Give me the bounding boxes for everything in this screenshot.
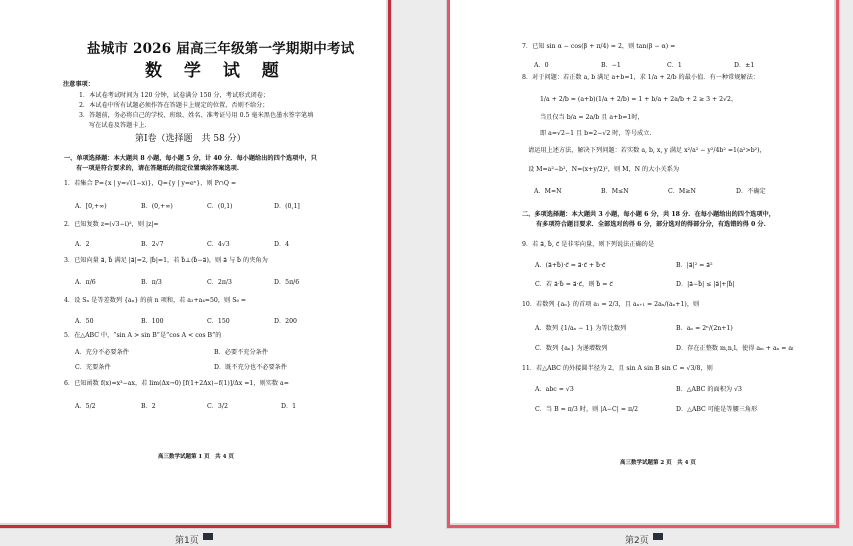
problem-line: 请运用上述方法，解决下列问题：若实数 a, b, x, y 满足 x²/a² − y²/4b² =1(a²>b²)， xyxy=(528,147,766,154)
option-c: C．1 xyxy=(667,62,682,69)
section2-instructions-cont: 有多项符合题目要求．全部选对的得 6 分，部分选对的得部分分，有选错的得 0 分. xyxy=(536,221,766,228)
option-a: A．abc = √3 xyxy=(535,386,574,393)
option-d: D．存在正整数 m,n,l，使得 aₘ + aₙ = aₗ xyxy=(676,345,794,352)
option-b: B．100 xyxy=(141,318,164,325)
question-stem: 1．若集合 P={x | y=√(1−x)}，Q={y | y=eˣ}，则 P∩Q = xyxy=(64,180,237,187)
option-c: C．当 B = π/3 时，则 |A−C| = π/2 xyxy=(535,406,639,413)
solution-line: 1/a + 2/b = (a+b)(1/a + 2/b) = 1 + b/a + 2a/b + 2 ≥ 3 + 2√2， xyxy=(540,96,738,103)
option-c: C．150 xyxy=(207,318,230,325)
exam-subtitle: 数 学 试 题 xyxy=(145,61,287,81)
notice-item: 写在试卷及答题卡上. xyxy=(89,122,147,129)
option-d: D．4 xyxy=(274,241,290,248)
option-b: B．2 xyxy=(141,403,156,410)
option-b: B．π/3 xyxy=(141,279,162,286)
option-b: B．△ABC 的面积为 √3 xyxy=(676,386,742,393)
page-label-text: 第1页 xyxy=(175,536,199,546)
option-a: A．(a⃗+b⃗)·c⃗ = a⃗·c⃗ + b⃗·c⃗ xyxy=(535,262,606,269)
question-stem: 7．已知 sin α − cos(β + π/4) = 2，则 tan(β − α) = xyxy=(522,43,676,50)
option-c: C．M≥N xyxy=(668,188,696,195)
page-label-text: 第2页 xyxy=(625,536,649,546)
option-c: C．若 a⃗·b⃗ = a⃗·c⃗，则 b⃗ = c⃗ xyxy=(535,281,613,288)
option-a: A．0 xyxy=(534,62,549,69)
question-stem: 6．已知函数 f(x)=x³−ax，若 lim(Δx→0) [f(1+2Δx)−f(1)]/Δx =1，则实数 a= xyxy=(64,380,289,387)
option-b: B．必要不充分条件 xyxy=(214,349,269,356)
option-d: D．(0,1] xyxy=(274,203,300,210)
section1-instructions-cont: 有一项是符合要求的，请在答题纸的指定位置填涂答案选项. xyxy=(76,165,240,172)
option-a: A．M=N xyxy=(534,188,562,195)
question-stem: 3．已知向量 a⃗, b⃗ 满足 |a⃗|=2, |b⃗|=1，若 b⃗⊥(b⃗−a⃗)，则 a⃗ 与 b⃗ 的夹角为 xyxy=(64,257,268,264)
option-b: B．M≤N xyxy=(601,188,629,195)
section1-instructions: 一、单项选择题：本大题共 8 小题，每小题 5 分，计 40 分．每小题给出的四个选项中，只 xyxy=(64,155,317,162)
page-footer: 高三数学试题第 1 页 共 4 页 xyxy=(158,454,234,460)
notice-item: 2．本试卷中所有试题必须作答在答题卡上规定的位置，否则不给分； xyxy=(79,102,269,109)
question-stem: 4．设 Sₙ 是等差数列 {aₙ} 的前 n 项和，若 a₃+a₄=50，则 S₆ = xyxy=(64,297,247,304)
option-d: D．不确定 xyxy=(736,188,766,195)
page-label-2[interactable] xyxy=(625,533,663,546)
page-indicator-icon xyxy=(203,533,213,540)
page-footer: 高三数学试题第 2 页 共 4 页 xyxy=(620,460,696,466)
notice-heading: 注意事项： xyxy=(63,81,94,88)
option-c: C．数列 {aₙ} 为递增数列 xyxy=(535,345,608,352)
question-stem: 11．若△ABC 的外接圆半径为 2，且 sin A sin B sin C = √3/8，则 xyxy=(522,365,713,372)
option-a: A．数列 {1/aₙ − 1} 为等比数列 xyxy=(535,325,627,332)
option-c: C．(0,1) xyxy=(207,203,233,210)
page-label-1[interactable] xyxy=(175,533,213,546)
solution-line: 即 a=√2−1 且 b=2−√2 时，等号成立. xyxy=(540,130,652,137)
option-d: D．5π/6 xyxy=(274,279,300,286)
option-b: B．2√7 xyxy=(141,241,164,248)
option-d: D．200 xyxy=(274,318,297,325)
option-c: C．3/2 xyxy=(207,403,228,410)
option-a: A．5/2 xyxy=(75,403,96,410)
option-a: A．[0,+∞) xyxy=(75,203,107,210)
option-b: B．aₙ = 2ⁿ/(2n+1) xyxy=(676,325,733,332)
option-c: C．2π/3 xyxy=(207,279,232,286)
question-stem: 5．在△ABC 中，“sin A > sin B”是“cos A < cos B”的 xyxy=(64,332,222,339)
option-d: D．1 xyxy=(281,403,297,410)
option-b: B．−1 xyxy=(601,62,621,69)
document-page-2[interactable] xyxy=(447,0,839,528)
exam-title: 盐城市 2026 届高三年级第一学期期中考试 xyxy=(87,41,355,57)
option-d: D．±1 xyxy=(734,62,755,69)
option-a: A．π/6 xyxy=(75,279,96,286)
option-a: A．充分不必要条件 xyxy=(75,349,129,356)
option-a: A．2 xyxy=(75,241,90,248)
document-page-1[interactable] xyxy=(0,0,391,528)
option-c: C．4√3 xyxy=(207,241,230,248)
section2-instructions: 二、多项选择题：本大题共 3 小题，每小题 6 分，共 18 分．在每小题给出的四个选项中， xyxy=(522,211,775,218)
option-b: B．(0,+∞) xyxy=(141,203,173,210)
option-a: A．50 xyxy=(75,318,94,325)
part-heading: 第Ⅰ卷（选择题 共 58 分） xyxy=(135,134,246,144)
option-d: D．既不充分也不必要条件 xyxy=(214,364,288,371)
notice-item: 1．本试卷考试时间为 120 分钟，试卷满分 150 分，考试形式闭卷； xyxy=(79,92,270,99)
option-b: B．|a⃗|² = a⃗² xyxy=(676,262,713,269)
notice-item: 3．答题前，务必将自己的学校、班级、姓名、准考证号用 0.5 毫米黑色墨水签字笔填 xyxy=(79,112,314,119)
question-stem: 10．若数列 {aₙ} 的首项 a₁ = 2/3，且 aₙ₊₁ = 2aₙ/(aₙ+1)，则 xyxy=(522,301,700,308)
page-indicator-icon xyxy=(653,533,663,540)
question-stem: 2．已知复数 z=(√3−i)²，则 |z|= xyxy=(64,221,159,228)
option-c: C．充要条件 xyxy=(75,364,111,371)
solution-line: 当且仅当 b/a = 2a/b 且 a+b=1时， xyxy=(540,114,644,121)
option-d: D．△ABC 可能是等腰三角形 xyxy=(676,406,758,413)
problem-line: 设 M=a²−b²，N=(x+y/2)²，则 M，N 的大小关系为 xyxy=(528,166,680,173)
question-stem: 9．若 a⃗, b⃗, c⃗ 是非零向量，则下列说法正确的是 xyxy=(522,241,655,248)
option-d: D．|a⃗−b⃗| ≤ |a⃗|+|b⃗| xyxy=(676,281,735,288)
question-stem: 8．对于问题：若正数 a, b 满足 a+b=1，求 1/a + 2/b 的最小值．有一种常规解法： xyxy=(522,74,759,81)
